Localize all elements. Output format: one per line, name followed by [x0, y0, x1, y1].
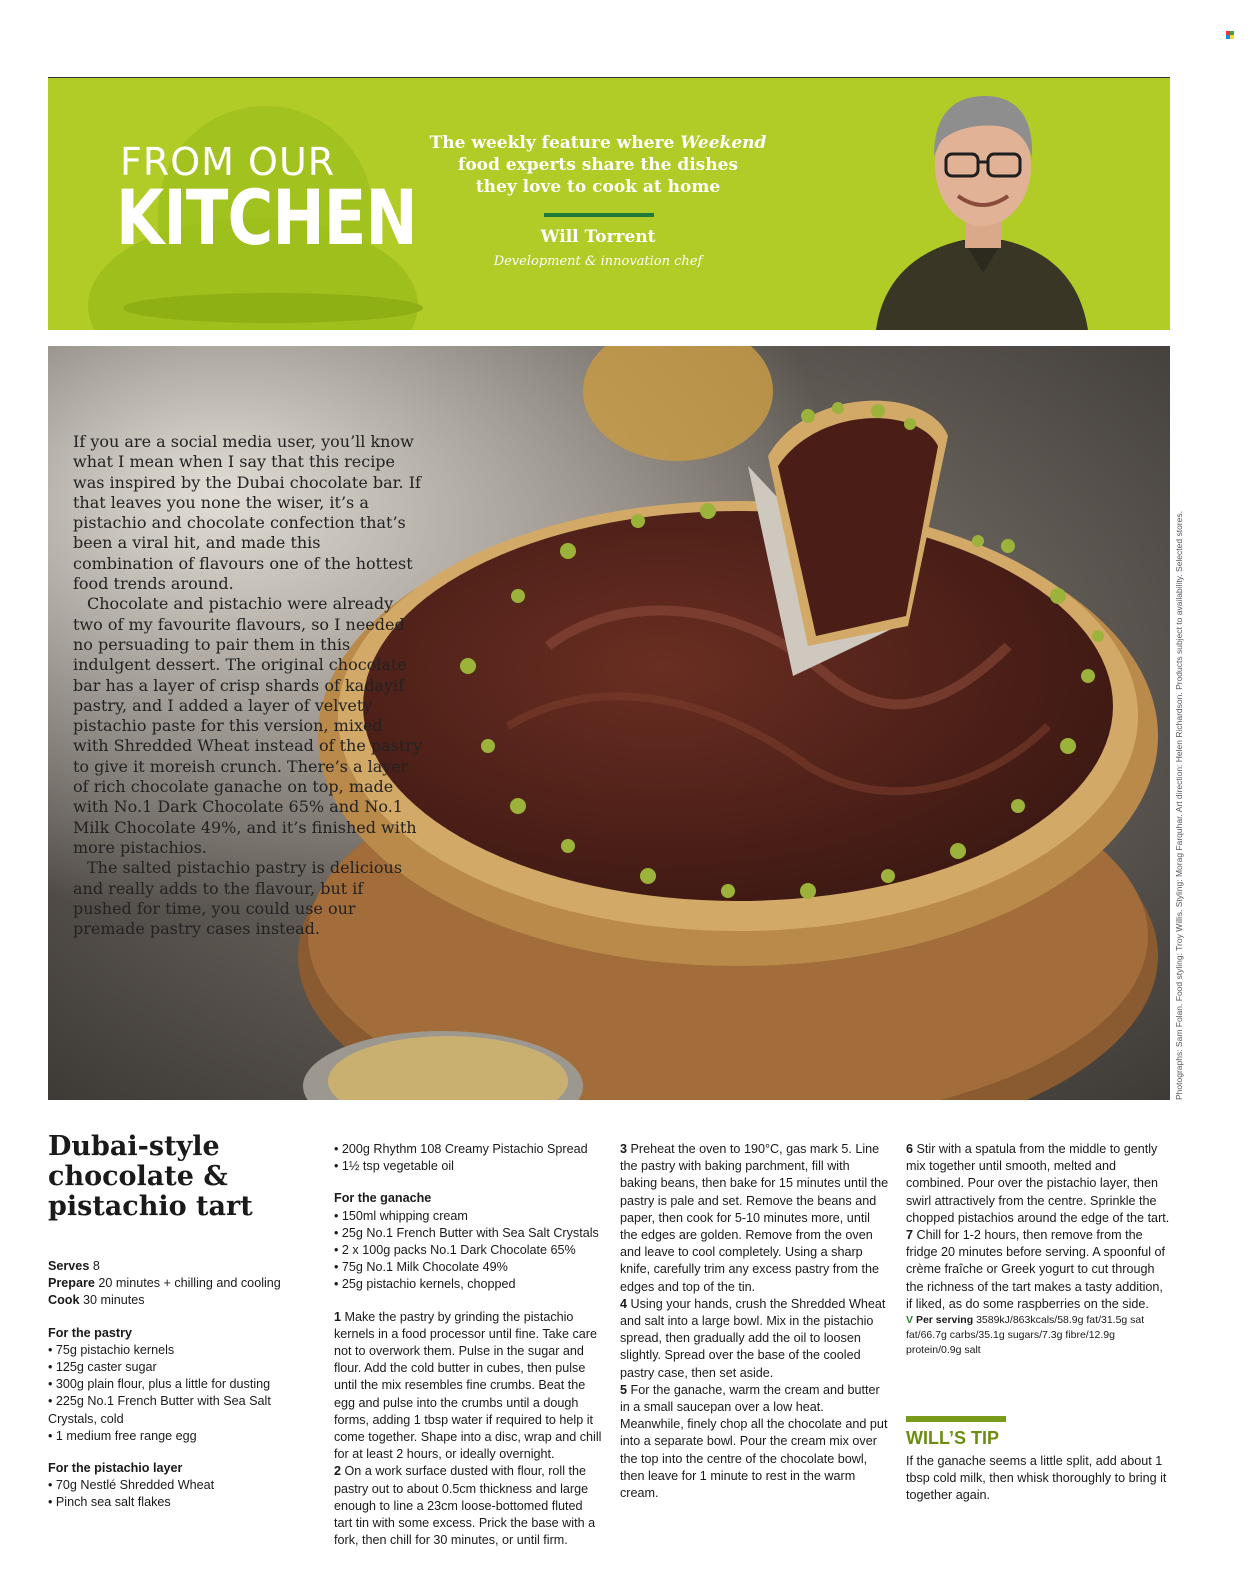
- recipe-column-2: [334, 1141, 604, 1549]
- step-text: Make the pastry by grinding the pistachio kernels in a food processor until fine. Take care not to overwork them. Pulse in the sugar and flour. Add the cold butter in cubes, then pulse until the mix resembles fine crumbs. Beat the egg and pulse into the crumbs until a dough forms, adding 1 tbsp water if required to help it come together. Shape into a disc, wrap and chill for at least 2 hours, or ideally overnight.: [334, 1309, 602, 1462]
- method-step: [334, 1463, 604, 1549]
- prepare-line: [48, 1275, 318, 1292]
- ingredient-item: • 75g No.1 Milk Chocolate 49%: [334, 1260, 508, 1275]
- ingredient-item: • 150ml whipping cream: [334, 1208, 468, 1223]
- method-step: [620, 1382, 890, 1502]
- tip-text: If the ganache seems a little split, add about 1 tbsp cold milk, then whisk thoroughly to bring it together again.: [906, 1454, 1167, 1503]
- intro-text-italic: Weekend: [680, 133, 767, 153]
- ingredient-item: • 75g pistachio kernels: [48, 1342, 175, 1357]
- feature-intro: [408, 132, 788, 198]
- recipe-column-1: [48, 1258, 318, 1512]
- ganache-heading: For the ganache: [334, 1191, 432, 1206]
- intro-text: they love to cook at home: [475, 177, 721, 197]
- method-step: [906, 1227, 1170, 1313]
- step-number: 2: [334, 1464, 342, 1479]
- ingredient-item: • 200g Rhythm 108 Creamy Pistachio Spread: [334, 1142, 588, 1156]
- step-text: Stir with a spatula from the middle to gently mix together until smooth, melted and combined. Pour over the pistachio layer, then swirl attractively from the centre. Sprinkle the chopped pistachios around the edge of the tart.: [906, 1142, 1170, 1225]
- intro-text: The weekly feature where: [429, 133, 675, 153]
- ingredient-item: • 70g Nestlé Shredded Wheat: [48, 1478, 215, 1493]
- cook-label: Cook: [48, 1293, 80, 1308]
- serves-label: Serves: [48, 1259, 90, 1273]
- step-number: 7: [906, 1228, 914, 1243]
- ingredient-item: • 125g caster sugar: [48, 1360, 157, 1375]
- step-number: 4: [620, 1296, 628, 1311]
- chef-role: Development & innovation chef: [493, 254, 703, 269]
- header-banner: [48, 78, 1170, 330]
- ingredient-item: • 2 x 100g packs No.1 Dark Chocolate 65%: [334, 1243, 576, 1258]
- ingredient-item: • 1 medium free range egg: [48, 1428, 197, 1443]
- method-step: [620, 1141, 890, 1296]
- cook-value: 30 minutes: [82, 1293, 145, 1308]
- step-number: 5: [620, 1382, 628, 1397]
- recipe-column-3: [620, 1141, 890, 1502]
- step-text: For the ganache, warm the cream and butter in a small saucepan over a low heat. Meanwhile, finely chop all the chocolate and put into a separate bowl. Pour the cream mix over the top into the centre of the chocolate bowl, then leave for 1 minute to rest in the warm cream.: [620, 1382, 888, 1501]
- step-text: Using your hands, crush the Shredded Wheat and salt into a large bowl. Mix in the pistachio spread, then gradually add the oil to loosen slightly. Spread over the base of the cooled pastry case, then set aside.: [620, 1296, 886, 1380]
- intro-divider: [544, 213, 654, 217]
- tart-photo: [48, 346, 1170, 1100]
- recipe-column-4: [906, 1141, 1170, 1358]
- method-step: [620, 1296, 890, 1382]
- method-step: [906, 1141, 1170, 1227]
- serves-value: 8: [92, 1259, 100, 1273]
- section-title-line2: KITCHEN: [116, 173, 417, 262]
- serves-line: [48, 1258, 318, 1275]
- chef-portrait: [848, 78, 1118, 330]
- section-title-line1: FROM OUR: [120, 140, 336, 184]
- ingredient-item: • 1½ tsp vegetable oil: [334, 1159, 454, 1174]
- intro-paragraph: The salted pistachio pastry is delicious and really adds to the flavour, but if pushed for time, you could use our premade pastry cases instead.: [73, 858, 403, 939]
- photo-credits: Photographs: Sam Folan. Food styling: Troy Willis. Styling: Morag Farquhar. Art direction: Helen Richardson. Products subject to availability. Selected stores.: [1174, 511, 1184, 1100]
- nutrition-info: [906, 1313, 1170, 1358]
- ingredient-item: • 225g No.1 French Butter with Sea Salt Crystals, cold: [48, 1394, 271, 1426]
- nutrition-label: Per serving: [915, 1314, 974, 1327]
- step-number: 6: [906, 1142, 914, 1156]
- step-text: Chill for 1-2 hours, then remove from the fridge 20 minutes before serving. A spoonful of crème fraîche or Greek yogurt to cut through the richness of the tart makes a tasty addition, if liked, as do some raspberries on the side.: [906, 1228, 1166, 1311]
- ingredient-item: • Pinch sea salt flakes: [48, 1495, 171, 1510]
- intro-copy: [73, 432, 423, 939]
- step-number: 3: [620, 1142, 628, 1156]
- prepare-label: Prepare: [48, 1276, 95, 1291]
- ingredient-item: • 25g pistachio kernels, chopped: [334, 1277, 516, 1292]
- cook-line: [48, 1292, 318, 1309]
- ingredient-item: • 300g plain flour, plus a little for dusting: [48, 1377, 271, 1392]
- corner-registration-mark: [1226, 31, 1234, 39]
- recipe-title: Dubai-style chocolate & pistachio tart: [48, 1131, 253, 1222]
- tip-title: WILL’S TIP: [906, 1428, 999, 1448]
- step-text: On a work surface dusted with flour, roll the pastry out to about 0.5cm thickness and large enough to line a 23cm loose-bottomed fluted tart tin with some excess. Prick the base with a fork, then chill for 30 minutes, or until firm.: [334, 1464, 596, 1548]
- prepare-value: 20 minutes + chilling and cooling: [98, 1276, 281, 1291]
- tip-accent-bar: [906, 1416, 1006, 1422]
- bowl-graphic: [123, 293, 423, 323]
- ingredient-item: • 25g No.1 French Butter with Sea Salt Crystals: [334, 1225, 599, 1240]
- method-step: [334, 1309, 604, 1464]
- intro-paragraph: Chocolate and pistachio were already two of my favourite flavours, so I needed no persuading to pair them in this indulgent dessert. The original chocolate bar has a layer of crisp shards of kadayif pastry, and I added a layer of velvety pistachio paste for this version, mixed with Shredded Wheat instead of the pastry to give it moreish crunch. There’s a layer of rich chocolate ganache on top, made with No.1 Dark Chocolate 65% and No.1 Milk Chocolate 49%, and it’s finished with more pistachios.: [73, 594, 423, 857]
- intro-paragraph: If you are a social media user, you’ll know what I mean when I say that this recipe was inspired by the Dubai chocolate bar. If that leaves you none the wiser, it’s a pistachio and chocolate confection that’s been a viral hit, and made this combination of flavours one of the hottest food trends around.: [73, 432, 421, 594]
- nutrition-values: 3589kJ/863kcals/58.9g fat/31.5g sat fat/66.7g carbs/35.1g sugars/7.3g fibre/12.9g protein/0.9g salt: [906, 1314, 1145, 1357]
- pastry-heading: For the pastry: [48, 1325, 132, 1340]
- step-number: 1: [334, 1309, 342, 1324]
- chef-name: Will Torrent: [540, 227, 656, 247]
- step-text: Preheat the oven to 190°C, gas mark 5. Line the pastry with baking parchment, fill with baking beans, then bake for 15 minutes until the pastry is pale and set. Remove the beans and paper, then cook for 5-10 minutes more, until the edges are golden. Remove from the oven and leave to cool completely. Using a sharp knife, carefully trim any excess pastry from the edges and top of the tin.: [620, 1142, 889, 1294]
- vegetarian-badge: V: [906, 1314, 914, 1327]
- pistachio-layer-heading: For the pistachio layer: [48, 1461, 183, 1476]
- intro-text: food experts share the dishes: [458, 155, 738, 175]
